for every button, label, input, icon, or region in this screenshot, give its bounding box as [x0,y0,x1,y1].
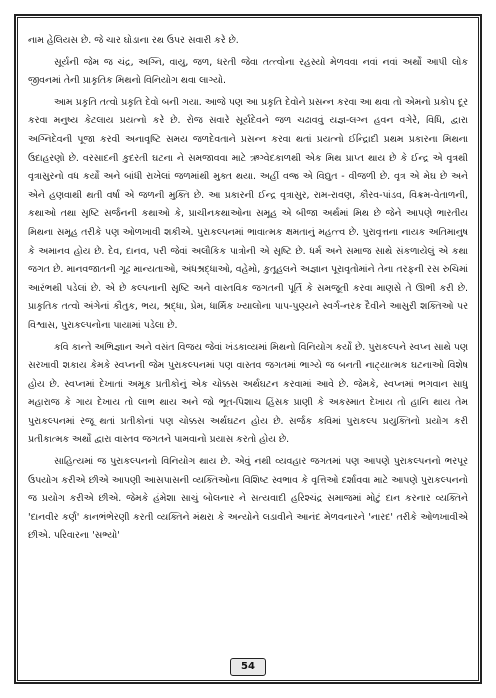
footer [0,654,496,676]
page-number: 54 [230,658,266,676]
paragraph: સૂર્યની જેમ જ ચંદ્ર, અગ્નિ, વાયુ, જળ, ધરતી જેવા તત્ત્વોના રહસ્યો મેળવવા નવાં નવાં અર્થો આપી લોક જીવનમાં તેની પ્રાકૃતિક મિથનો વિનિયોગ થવા લાગ્યો. [28,56,468,87]
paragraph: કવિ કાન્તે અભિજ્ઞાન અને વસંત વિજય જેવાં ખંડકાવ્યમાં મિથનો વિનિયોગ કર્યો છે. પુરાકલ્પને સ્વપ્ન સાથે પણ સરખાવી શકાય કેમકે સ્વપ્નની જેમ પુરાકલ્પનમાં પણ વાસ્તવ જગતમાં ભાગ્યે જ બનતી નાટ્યાત્મક ઘટનાઓ વિશેષ હોય છે. સ્વપ્નમાં દેખાતાં અમૂક પ્રતીકોનું એક ચોક્કસ અર્થઘટન કરવામાં આવે છે. જેમકે, સ્વપ્નમાં ભગવાન સાધુ મહારાજ કે ગાય દેખાય તો લાભ થાય અને જો ભૂત-પિશાચ હિંસક પ્રાણી કે અકસ્માત દેખાય તો હાનિ થાય તેમ પુરાકલ્પનમાં રજૂ થતાં પ્રતીકોનાં પણ ચોક્કસ અર્થઘટન હોય છે. સર્જક કવિમાં પુરાકલ્પ પ્રયુક્તિનો પ્રયોગ કરી પ્રતીકાત્મક અર્થો દ્વારા વાસ્તવ જગતને પામવાનો પ્રયાસ કરતો હોય છે. [28,341,468,446]
paragraph: સાહિત્યમાં જ પુરાકલ્પનનો વિનિયોગ થાય છે. એવું નથી વ્યવહાર જગતમાં પણ આપણે પુરાકલ્પનનો ભરપૂર ઉપયોગ કરીએ છીએ આપણી આસપાસની વ્યક્તિઓના વિશિષ્ટ સ્વભાવ કે વૃત્તિઓ દર્શાવવા માટે આપણે પુરાકલ્પનનો જ પ્રયોગ કરીએ છીએ. જેમકે હંમેશા સાચું બોલનાર ને સત્યવાદી હરિશ્ચંદ્ર સમાજમાં મોટું દાન કરનાર વ્યક્તિને 'દાનવીર કર્ણ' કાનભંભેરણી કરતી વ્યક્તિને મંથરા કે અન્યોને લડાવીને આનંદ મેળવનારને 'નારદ' તરીકે ઓળખાવીએ છીએ. પરિવારના 'સભ્યો' [28,456,468,542]
page-body [28,32,468,642]
paragraph-continued: નામ હેલિયસ છે. જે ચાર ઘોડાના રથ ઉપર સવારી કરે છે. [28,35,239,46]
paragraph: આમ પ્રકૃતિ તત્વો પ્રકૃતિ દેવો બની ગયા. આજે પણ આ પ્રકૃતિ દેવોને પ્રસન્ન કરવા આ થવા તો એમનો પ્રકોપ દૂર કરવા મનુષ્ય કેટલાય પ્રયત્નો કરે છે. રોજ સવારે સૂર્યદેવને જળ ચઢાવવું યજ્ઞ-લગ્ન હવન વગેરે, વિધિ, દ્વારા અગ્નિદેવની પૂજા કરવી અનાવૃષ્ટિ સમય જળદેવતાને પ્રસન્ન કરવા થતાં પ્રયત્નો ઈન્દ્રિાદી પ્રથમ પ્રકારના મિથના ઉદાહરણો છે. વરસાદની કુદરતી ઘટના ને સમજાવવા માટે ઋગ્વેદકાળથી એક મિથ પ્રાપ્ત થાય છે કે ઈન્દ્ર એ વૃત્રથી વૃત્રાસુરનો વધ કર્યો અને બાંધી રાખેલાં જળમાંથી મુક્ત થયા. અહીં વજ્ર એ વિદ્યુત - વીજળી છે. વૃત્ર એ મેઘ છે અને એને હણવાથી થતી વર્ષા એ જળની મુક્તિ છે. આ પ્રકારની ઈન્દ્ર વૃત્રાસુર, રામ-રાવણ, કૌરવ-પાંડવ, વિક્રમ-વેતાળની, કથાઓ તથા સૃષ્ટિ સર્જનની કથાઓ કે, પ્રાચીનકથાઓના સમૂહ એ બીજા અર્થમાં મિથ છે જેને આપણે ભારતીય મિથના સમૂહ તરીકે પણ ઓળખાવી શકીએ. પુરાકલ્પનમાં ભાવાત્મક ક્ષમતાનું મહત્ત્વ છે. પુરાવૃત્તના નાયક અતિમાનુષ કે અમાનવ હોય છે. દેવ, દાનવ, પરી જેવાં અલૌકિક પાત્રોની એ સૃષ્ટિ છે. ધર્મ અને સમાજ સાથે સંકળાયેલું એ કથા જગત છે. માનવજાતની ગૂઢ માન્યતાઓ, અંધશ્રદ્ધાઓ, વહેમો, કુતૂહલને અજ્ઞાન પૂરાવૃતોમાંને તેના તરફની રસ રુચિમાં આરંભથી પડેલાં છે. એ છે કલ્પનાની સૃષ્ટિ અને વાસ્તવિક જગતની પૂર્તિ કે સમજૂતી કરવા માણસે તે ઊભી કરી છે. પ્રાકૃતિક તત્વો અંગેનાં કૌતુક, ભય, શ્રદ્ધા, પ્રેમ, ધાર્મિક ખ્યાલોના પાપ-પુણ્યને સ્વર્ગ-નરક દૈવીને આસુરી શક્તિઓ પર વિશ્વાસ, પુરાકલ્પનોના પાયામાં પડેલા છે. [28,96,468,331]
